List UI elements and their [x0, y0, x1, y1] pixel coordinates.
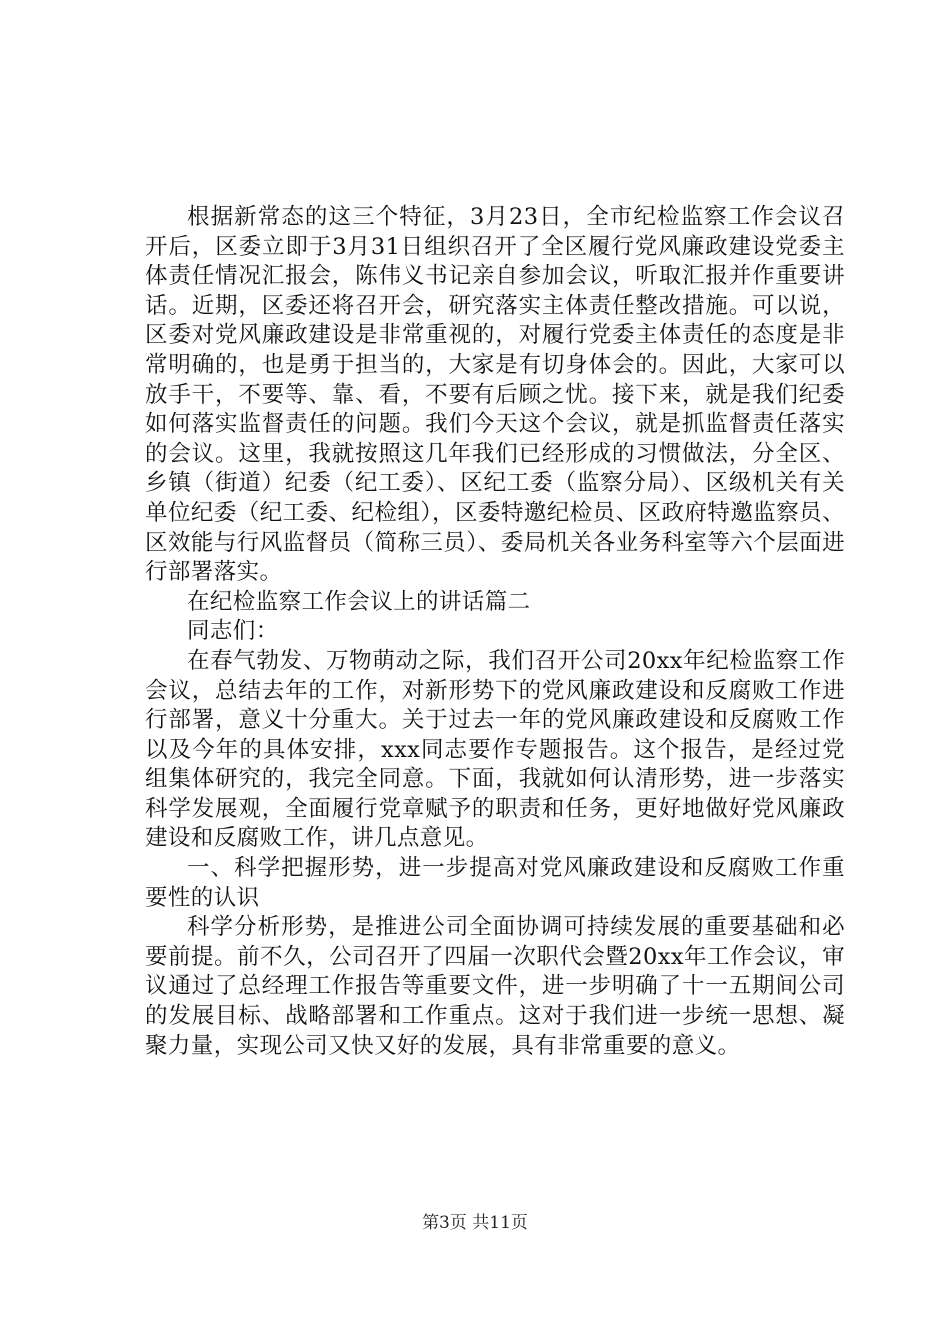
document-body — [145, 203, 845, 1061]
page-number-footer: 第3页 共11页 — [422, 1213, 528, 1233]
paragraph-analysis-situation: 科学分析形势，是推进公司全面协调可持续发展的重要基础和必要前提。前不久，公司召开了四届一次职代会暨20xx年工作会议，审议通过了总经理工作报告等重要文件，进一步明确了十一五期间公司的发展目标、战略部署和工作重点。这对于我们进一步统一思想、凝聚力量，实现公司又快又好的发展，具有非常重要的意义。 — [145, 914, 845, 1059]
paragraph-meeting-opening: 在春气勃发、万物萌动之际，我们召开公司20xx年纪检监察工作会议，总结去年的工作，对新形势下的党风廉政建设和反腐败工作进行部署，意义十分重大。关于过去一年的党风廉政建设和反腐败工作以及今年的具体安排，xxx同志要作专题报告。这个报告，是经过党组集体研究的，我完全同意。下面，我就如何认清形势，进一步落实科学发展观，全面履行党章赋予的职责和任务，更好地做好党风廉政建设和反腐败工作，讲几点意见。 — [145, 647, 845, 852]
section-heading-speech-part-two: 在纪检监察工作会议上的讲话篇二 — [187, 588, 531, 615]
paragraph-responsibility-deployment: 根据新常态的这三个特征，3月23日，全市纪检监察工作会议召开后，区委立即于3月31日组织召开了全区履行党风廉政建设党委主体责任情况汇报会，陈伟义书记亲自参加会议，听取汇报并作重要讲话。近期，区委还将召开会，研究落实主体责任整改措施。可以说，区委对党风廉政建设是非常重视的，对履行党委主体责任的态度是非常明确的，也是勇于担当的，大家是有切身体会的。因此，大家可以放手干，不要等、靠、看，不要有后顾之忧。接下来，就是我们纪委如何落实监督责任的问题。我们今天这个会议，就是抓监督责任落实的会议。这里，我就按照这几年我们已经形成的习惯做法，分全区、乡镇（街道）纪委（纪工委）、区纪工委（监察分局）、区级机关有关单位纪委（纪工委、纪检组），区委特邀纪检员、区政府特邀监察员、区效能与行风监督员（简称三员）、委局机关各业务科室等六个层面进行部署落实。 — [145, 204, 845, 586]
salutation: 同志们： — [187, 618, 279, 645]
subheading-grasp-situation: 一、科学把握形势，进一步提高对党风廉政建设和反腐败工作重要性的认识 — [145, 855, 845, 911]
